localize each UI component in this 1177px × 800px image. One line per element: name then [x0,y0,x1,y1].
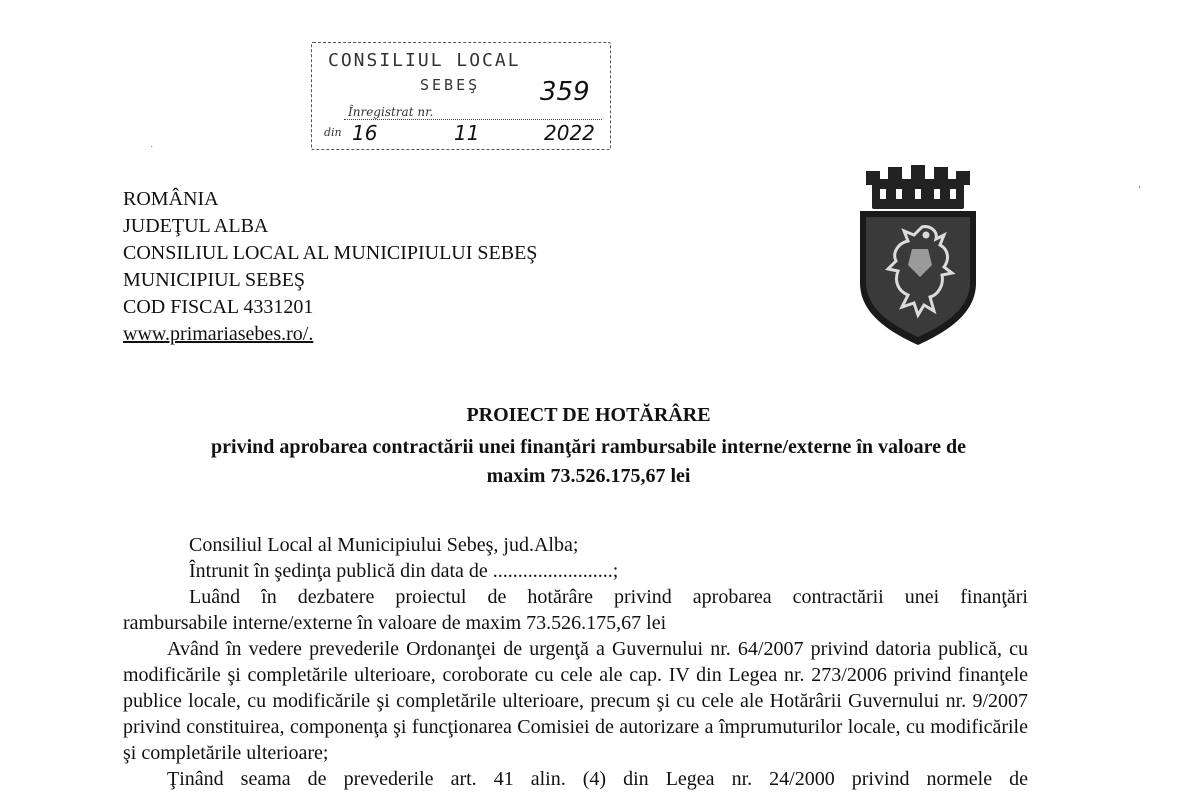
stamp-registration-number: 359 [540,77,590,107]
council-name: CONSILIUL LOCAL AL MUNICIPIULUI SEBEŞ [123,242,538,264]
fiscal-code: COD FISCAL 4331201 [123,296,314,318]
coat-of-arms-icon [852,165,984,347]
paragraph-debate-line1: Luând în dezbatere proiectul de hotărâre privind aprobarea contractării unei finanţări [189,586,1028,608]
stamp-month: 11 [454,121,480,145]
stamp-divider [344,119,602,120]
paragraph-meeting: Întrunit în şedinţa publică din data de ........................; [189,560,619,582]
paragraph-council: Consiliul Local al Municipiului Sebeş, jud.Alba; [189,534,579,556]
stamp-day: 16 [352,121,378,145]
document-title: PROIECT DE HOTĂRÂRE [466,404,711,426]
stamp-date-label: din [324,126,342,139]
document-subtitle-line2: maxim 73.526.175,67 lei [486,465,691,487]
website-link[interactable]: www.primariasebes.ro/. [123,323,314,345]
stamp-registered-label: Înregistrat nr. [348,105,434,119]
municipality-name: MUNICIPIUL SEBEŞ [123,269,306,291]
stamp-year: 2022 [544,121,595,145]
paragraph-debate-line2: rambursabile interne/externe în valoare de maxim 73.526.175,67 lei [123,612,667,634]
scan-speck: · [150,142,154,153]
institution-header [123,186,537,348]
stamp-city-text: SEBEŞ [420,76,481,94]
county-name: JUDEŢUL ALBA [123,215,269,237]
registration-stamp [311,42,611,150]
country-name: ROMÂNIA [123,188,219,210]
document-subtitle-line1: privind aprobarea contractării unei finanţări rambursabile interne/externe în valoare de [211,436,966,458]
stamp-council-text: CONSILIUL LOCAL [328,50,521,71]
paragraph-considering: Ţinând seama de prevederile art. 41 alin. (4) din Legea nr. 24/2000 privind normele de [167,768,1028,790]
scan-mark: ˌ [1137,174,1142,189]
paragraph-legal-basis: Având în vedere prevederile Ordonanţei de urgenţă a Guvernului nr. 64/2007 privind datoria publică, cu modificările şi completările ulterioare, coroborate cu cele ale cap. IV din Legea nr. 273/2006 privind finanţele publice locale, cu modificările şi completările ulterioare, precum şi cu cele ale Hotărârii Guvernului nr. 9/2007 privind constituirea, componenţa şi funcţionarea Comisiei de autorizare a împrumuturilor locale, cu modificările şi completările ulterioare; [123,638,1028,764]
